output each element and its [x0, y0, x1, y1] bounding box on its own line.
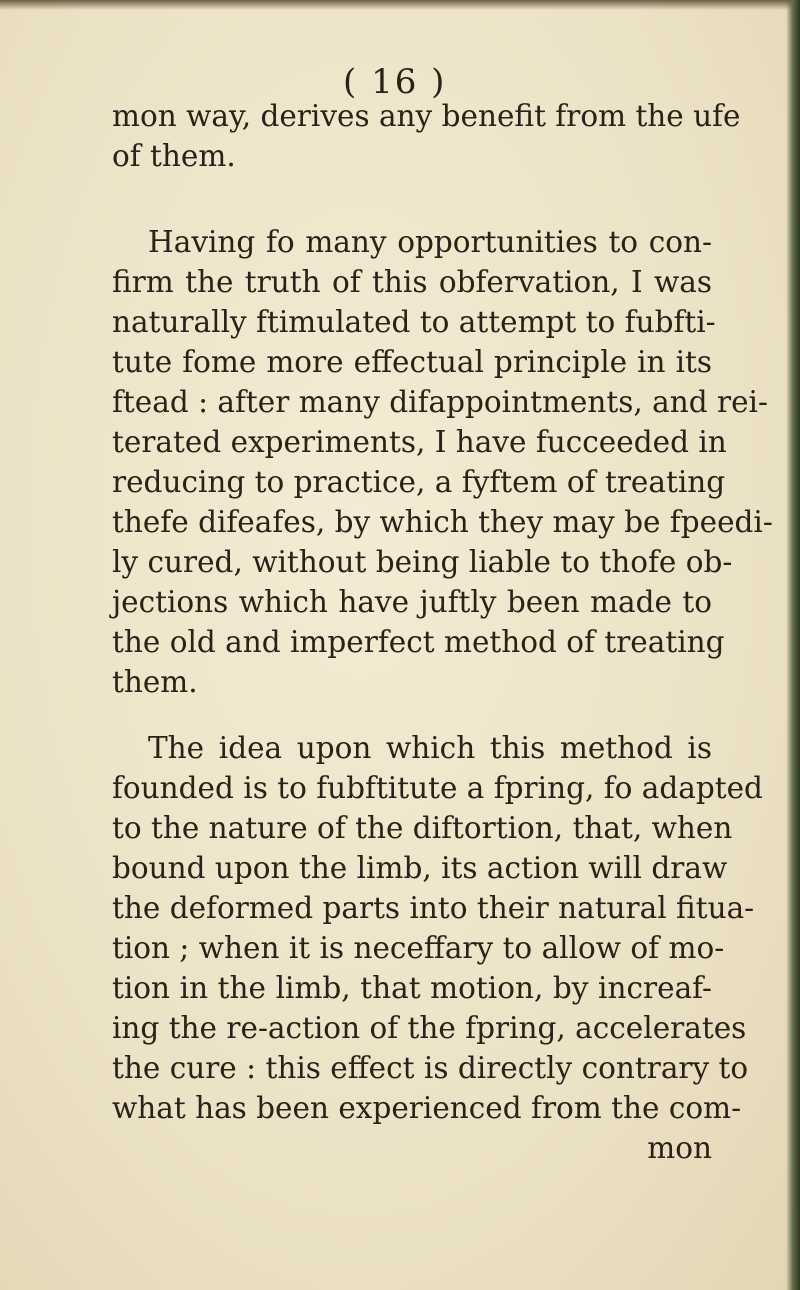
text-line: them.: [112, 665, 198, 699]
text-line: ftead : after many difappointments, and rei-: [112, 385, 768, 419]
text-line: the deformed parts into their natural fitua-: [112, 891, 755, 925]
catchword: mon: [647, 1131, 712, 1165]
text-line: the old and imperfect method of treating: [112, 625, 725, 659]
text-line: naturally ftimulated to attempt to fubfti-: [112, 305, 716, 339]
text-line: founded is to fubftitute a fpring, fo adapted: [112, 771, 763, 805]
text-line: thefe difeafes, by which they may be fpeedi-: [112, 505, 773, 539]
text-line: bound upon the limb, its action will draw: [112, 851, 728, 885]
page-number: ( 16 ): [343, 62, 447, 102]
text-line: Having fo many opportunities to con-: [148, 225, 712, 259]
page-binding-edge: [786, 0, 800, 1290]
top-edge-shadow: [0, 0, 800, 10]
text-line: tion in the limb, that motion, by increaf-: [112, 971, 712, 1005]
text-line: firm the truth of this obfervation, I was: [112, 265, 712, 299]
text-line: mon way, derives any benefit from the ufe: [112, 99, 741, 133]
text-line: the cure : this effect is directly contrary to: [112, 1051, 749, 1085]
text-line: of them.: [112, 139, 236, 173]
text-line: ly cured, without being liable to thofe ob-: [112, 545, 733, 579]
text-line: reducing to practice, a fyftem of treating: [112, 465, 726, 499]
text-line: ing the re-action of the fpring, accelerates: [112, 1011, 747, 1045]
text-line: jections which have juftly been made to: [112, 585, 712, 619]
text-line: tion ; when it is neceffary to allow of mo-: [112, 931, 725, 965]
text-line: tute fome more effectual principle in its: [112, 345, 712, 379]
text-line: to the nature of the diftortion, that, when: [112, 811, 733, 845]
text-line: what has been experienced from the com-: [112, 1091, 742, 1125]
text-line: terated experiments, I have fucceeded in: [112, 425, 727, 459]
text-line: The idea upon which this method is: [148, 731, 712, 765]
